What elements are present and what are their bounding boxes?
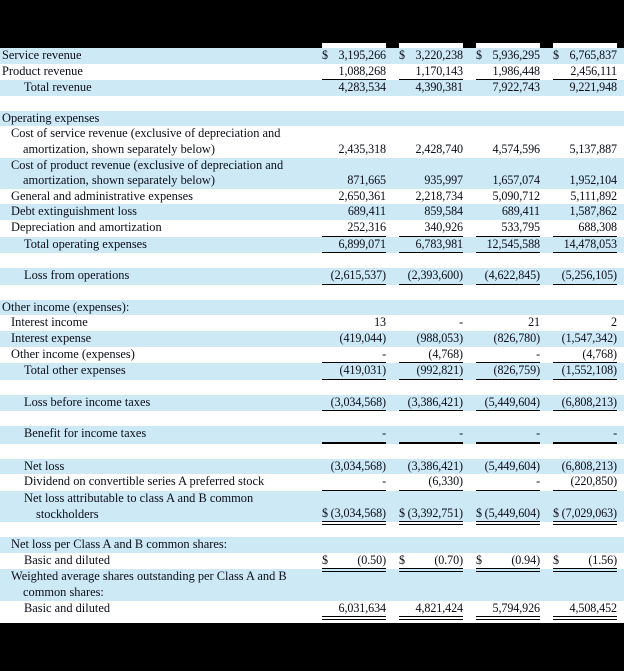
spacer-row	[0, 444, 624, 459]
amount-value: 2,650,361	[338, 188, 386, 203]
row-label	[0, 48, 309, 64]
table-row	[0, 220, 624, 237]
amount-cell	[399, 347, 463, 364]
amount-value: (220,850)	[570, 474, 617, 489]
table-row	[0, 126, 624, 157]
amount-value: (5,256,105)	[561, 268, 617, 283]
section-header-row	[0, 300, 624, 316]
amount-value: (4,622,845)	[484, 268, 540, 283]
amount-value: -	[459, 426, 463, 441]
row-label-continuation: amortization, shown separately below)	[23, 173, 215, 188]
amount-cell	[399, 220, 463, 237]
amount-value: (826,759)	[493, 363, 540, 378]
amount-value: (3,392,751)	[407, 505, 463, 520]
table-row	[0, 331, 624, 347]
amount-cell	[476, 189, 540, 205]
amount-value: 859,584	[424, 204, 463, 219]
amount-value: -	[382, 474, 386, 489]
amount-cell	[322, 80, 386, 96]
amount-value: (992,821)	[416, 363, 463, 378]
amount-value: 1,587,862	[569, 204, 617, 219]
table-row	[0, 363, 624, 380]
row-label	[0, 189, 309, 205]
dollar-sign: $	[322, 505, 328, 520]
amount-cell	[476, 237, 540, 254]
amount-cell	[476, 553, 540, 570]
table-row	[0, 268, 624, 285]
amount-cell	[476, 142, 540, 158]
amount-cell	[322, 426, 386, 444]
amount-value: 1,657,074	[492, 173, 540, 188]
amount-cell	[399, 268, 463, 285]
amount-value: (826,780)	[493, 330, 540, 345]
amount-value: 1,986,448	[492, 63, 540, 78]
amount-value: 533,795	[501, 219, 540, 234]
amount-value: (1,547,342)	[561, 330, 617, 345]
amount-cell	[399, 64, 463, 81]
section-header-row	[0, 569, 624, 600]
row-label-line: Dividend on convertible series A preferred stock	[24, 474, 265, 489]
row-label-line: Loss from operations	[24, 268, 130, 283]
amount-value: (4,768)	[582, 346, 617, 361]
row-label-line: Debt extinguishment loss	[11, 204, 137, 219]
amount-value: (2,615,537)	[330, 268, 386, 283]
amount-value: 3,220,238	[415, 48, 463, 62]
row-label	[0, 315, 309, 331]
amount-cell	[399, 474, 463, 491]
income-statement-table	[0, 48, 624, 623]
row-label	[0, 268, 309, 284]
table-row	[0, 601, 624, 618]
amount-cell	[476, 395, 540, 412]
section-header-row	[0, 111, 624, 127]
amount-value: (0.70)	[434, 552, 463, 567]
amount-value: 6,899,071	[338, 236, 386, 251]
amount-cell	[322, 268, 386, 285]
dollar-sign: $	[399, 48, 405, 62]
row-label-line: Cost of product revenue (exclusive of depreciation and	[11, 157, 284, 172]
row-label	[0, 80, 309, 96]
amount-cell	[476, 315, 540, 331]
row-label-line: Net loss	[24, 458, 65, 473]
amount-cell	[399, 331, 463, 347]
row-label-line: Interest income	[11, 315, 88, 330]
table-row	[0, 237, 624, 254]
amount-value: 21	[528, 315, 540, 330]
row-label	[0, 474, 309, 490]
amount-value: (6,808,213)	[561, 458, 617, 473]
table-row	[0, 459, 624, 475]
amount-value: 2,428,740	[415, 141, 463, 156]
row-label	[0, 237, 309, 253]
amount-cell	[322, 459, 386, 475]
dollar-sign: $	[399, 505, 405, 520]
amount-cell	[399, 204, 463, 220]
row-label	[0, 363, 309, 379]
table-row	[0, 347, 624, 364]
amount-cell	[553, 189, 617, 205]
amount-value: (3,034,568)	[330, 458, 386, 473]
row-label-line: Service revenue	[2, 48, 82, 62]
amount-value: 1,170,143	[415, 63, 463, 78]
amount-cell	[553, 363, 617, 380]
amount-value: 5,111,892	[570, 188, 617, 203]
amount-value: (3,386,421)	[407, 458, 463, 473]
amount-cell	[322, 553, 386, 570]
amount-cell	[322, 237, 386, 254]
table-row	[0, 491, 624, 522]
redacted-footer-bar	[0, 623, 624, 671]
dollar-sign: $	[476, 48, 482, 62]
amount-cell	[553, 173, 617, 189]
amount-cell	[322, 363, 386, 380]
amount-cell	[476, 80, 540, 96]
amount-cell	[399, 601, 463, 618]
amount-cell	[322, 142, 386, 158]
amount-cell	[476, 363, 540, 380]
amount-cell	[476, 474, 540, 491]
row-label-line: General and administrative expenses	[11, 188, 194, 203]
table-row	[0, 553, 624, 570]
spacer-row	[0, 253, 624, 268]
amount-value: (7,029,063)	[561, 505, 617, 520]
amount-cell	[553, 142, 617, 158]
table-row	[0, 315, 624, 331]
table-row	[0, 204, 624, 220]
amount-value: 871,665	[347, 173, 386, 188]
amount-value: 340,926	[424, 219, 463, 234]
dollar-sign: $	[476, 552, 482, 567]
amount-cell	[553, 315, 617, 331]
amount-cell	[553, 268, 617, 285]
row-label-line: Other income (expenses)	[11, 346, 135, 361]
amount-cell	[322, 601, 386, 618]
amount-value: (2,393,600)	[407, 268, 463, 283]
amount-value: 4,390,381	[415, 80, 463, 95]
spacer-row	[0, 285, 624, 300]
amount-value: 2,435,318	[338, 141, 386, 156]
spacer-row	[0, 380, 624, 395]
amount-cell	[553, 601, 617, 618]
amount-value: 689,411	[347, 204, 386, 219]
amount-cell	[553, 347, 617, 364]
row-label	[0, 204, 309, 220]
amount-cell	[476, 459, 540, 475]
row-label	[0, 300, 624, 316]
amount-value: 14,478,053	[563, 236, 617, 251]
amount-cell	[322, 189, 386, 205]
row-label-line: Product revenue	[2, 63, 83, 78]
amount-cell	[322, 64, 386, 81]
dollar-sign: $	[476, 505, 482, 520]
row-label-line: Net loss per Class A and B common shares:	[11, 537, 228, 552]
amount-cell	[399, 553, 463, 570]
row-label	[0, 395, 309, 411]
amount-cell	[399, 189, 463, 205]
amount-cell	[476, 64, 540, 81]
row-label	[0, 111, 624, 127]
amount-value: -	[459, 315, 463, 330]
amount-cell	[399, 237, 463, 254]
amount-cell	[399, 142, 463, 158]
amount-value: -	[536, 474, 540, 489]
amount-cell	[322, 347, 386, 364]
amount-cell	[322, 395, 386, 412]
row-label-continuation: common shares:	[23, 585, 104, 600]
redacted-header-bar	[0, 0, 624, 48]
row-label-line: Operating expenses	[2, 110, 100, 125]
table-row	[0, 474, 624, 491]
row-label	[0, 347, 309, 363]
amount-cell	[553, 48, 617, 64]
amount-cell	[322, 331, 386, 347]
amount-cell	[476, 347, 540, 364]
spacer-row	[0, 411, 624, 426]
amount-value: 5,794,926	[492, 600, 540, 615]
row-label	[0, 569, 624, 600]
amount-cell	[553, 474, 617, 491]
amount-value: 6,031,634	[338, 600, 386, 615]
row-label	[0, 64, 309, 80]
amount-value: (6,808,213)	[561, 394, 617, 409]
row-label	[0, 158, 309, 189]
amount-value: (3,034,568)	[330, 505, 386, 520]
table-row	[0, 80, 624, 96]
amount-value: 4,508,452	[569, 600, 617, 615]
amount-cell	[322, 48, 386, 64]
amount-value: -	[536, 426, 540, 441]
row-label	[0, 601, 309, 617]
amount-value: (4,768)	[428, 346, 463, 361]
row-label-line: Depreciation and amortization	[11, 219, 162, 234]
amount-cell	[322, 506, 386, 523]
table-row	[0, 395, 624, 412]
amount-cell	[553, 80, 617, 96]
row-label	[0, 537, 624, 553]
amount-value: (5,449,604)	[484, 458, 540, 473]
dollar-sign: $	[322, 48, 328, 62]
amount-cell	[476, 204, 540, 220]
amount-cell	[399, 506, 463, 523]
amount-value: (419,031)	[339, 363, 386, 378]
amount-value: 1,088,268	[338, 63, 386, 78]
amount-value: -	[382, 346, 386, 361]
section-header-row	[0, 537, 624, 553]
amount-cell	[322, 173, 386, 189]
row-label-line: Benefit for income taxes	[24, 426, 147, 441]
spacer-row	[0, 96, 624, 111]
amount-cell	[399, 48, 463, 64]
row-label-line: Other income (expenses):	[2, 299, 130, 314]
row-label	[0, 553, 309, 569]
amount-cell	[399, 315, 463, 331]
amount-cell	[322, 204, 386, 220]
row-label-line: Net loss attributable to class A and B common	[24, 491, 254, 506]
row-label-line: Total operating expenses	[24, 236, 147, 251]
amount-cell	[553, 237, 617, 254]
amount-value: 4,821,424	[415, 600, 463, 615]
amount-value: (5,449,604)	[484, 394, 540, 409]
amount-cell	[553, 553, 617, 570]
amount-cell	[476, 48, 540, 64]
row-label-line: Total revenue	[24, 80, 92, 95]
amount-value: 5,137,887	[569, 141, 617, 156]
row-label-line: Basic and diluted	[24, 600, 111, 615]
amount-cell	[322, 315, 386, 331]
amount-value: -	[382, 426, 386, 441]
row-label-line: Cost of service revenue (exclusive of depreciation and	[11, 126, 281, 141]
amount-cell	[476, 331, 540, 347]
dollar-sign: $	[553, 48, 559, 62]
amount-cell	[399, 395, 463, 412]
amount-value: 5,936,295	[492, 48, 540, 62]
row-label-line: Weighted average shares outstanding per Class A and B	[11, 569, 287, 584]
row-label	[0, 331, 309, 347]
row-label	[0, 126, 309, 157]
table-row	[0, 158, 624, 189]
amount-cell	[553, 395, 617, 412]
amount-cell	[476, 506, 540, 523]
amount-value: (419,044)	[339, 330, 386, 345]
table-row	[0, 64, 624, 81]
row-label-line: Total other expenses	[24, 363, 126, 378]
row-label-continuation: amortization, shown separately below)	[23, 141, 215, 156]
amount-value: 9,221,948	[569, 80, 617, 95]
amount-value: 688,308	[578, 219, 617, 234]
dollar-sign: $	[322, 552, 328, 567]
amount-cell	[553, 331, 617, 347]
row-label-line: Interest expense	[11, 330, 92, 345]
amount-value: -	[613, 426, 617, 441]
amount-cell	[399, 80, 463, 96]
row-label	[0, 491, 309, 522]
table-row	[0, 189, 624, 205]
row-label	[0, 426, 309, 442]
dollar-sign: $	[553, 552, 559, 567]
amount-cell	[476, 173, 540, 189]
amount-cell	[322, 474, 386, 491]
dollar-sign: $	[553, 505, 559, 520]
amount-value: (5,449,604)	[484, 505, 540, 520]
amount-value: (0.94)	[511, 552, 540, 567]
amount-cell	[553, 426, 617, 444]
amount-value: 6,783,981	[415, 236, 463, 251]
amount-cell	[553, 506, 617, 523]
amount-cell	[476, 601, 540, 618]
amount-value: (1,552,108)	[561, 363, 617, 378]
amount-cell	[553, 459, 617, 475]
amount-value: 13	[374, 315, 386, 330]
amount-cell	[399, 173, 463, 189]
amount-cell	[399, 459, 463, 475]
amount-value: 6,765,837	[569, 48, 617, 62]
amount-cell	[476, 268, 540, 285]
amount-cell	[553, 220, 617, 237]
row-label-line: Loss before income taxes	[24, 394, 151, 409]
amount-value: 4,283,534	[338, 80, 386, 95]
amount-cell	[553, 204, 617, 220]
amount-value: 4,574,596	[492, 141, 540, 156]
amount-value: 935,997	[424, 173, 463, 188]
amount-value: 3,195,266	[338, 48, 386, 62]
dollar-sign: $	[399, 552, 405, 567]
amount-value: 7,922,743	[492, 80, 540, 95]
amount-cell	[553, 64, 617, 81]
amount-value: 12,545,588	[486, 236, 540, 251]
amount-value: (3,386,421)	[407, 394, 463, 409]
amount-value: (1.56)	[588, 552, 617, 567]
amount-value: 2	[611, 315, 617, 330]
amount-value: 252,316	[347, 219, 386, 234]
amount-value: 2,456,111	[570, 63, 617, 78]
table-row	[0, 426, 624, 444]
table-row	[0, 48, 624, 64]
amount-value: (0.50)	[357, 552, 386, 567]
amount-value: (6,330)	[428, 474, 463, 489]
amount-value: 689,411	[501, 204, 540, 219]
amount-value: 1,952,104	[569, 173, 617, 188]
amount-value: (988,053)	[416, 330, 463, 345]
row-label	[0, 220, 309, 236]
amount-cell	[399, 426, 463, 444]
amount-cell	[399, 363, 463, 380]
amount-value: -	[536, 346, 540, 361]
amount-value: 5,090,712	[492, 188, 540, 203]
amount-value: (3,034,568)	[330, 394, 386, 409]
amount-value: 2,218,734	[415, 188, 463, 203]
amount-cell	[476, 220, 540, 237]
amount-cell	[476, 426, 540, 444]
row-label-line: Basic and diluted	[24, 552, 111, 567]
row-label-continuation: stockholders	[36, 506, 99, 521]
amount-cell	[322, 220, 386, 237]
row-label	[0, 459, 309, 475]
